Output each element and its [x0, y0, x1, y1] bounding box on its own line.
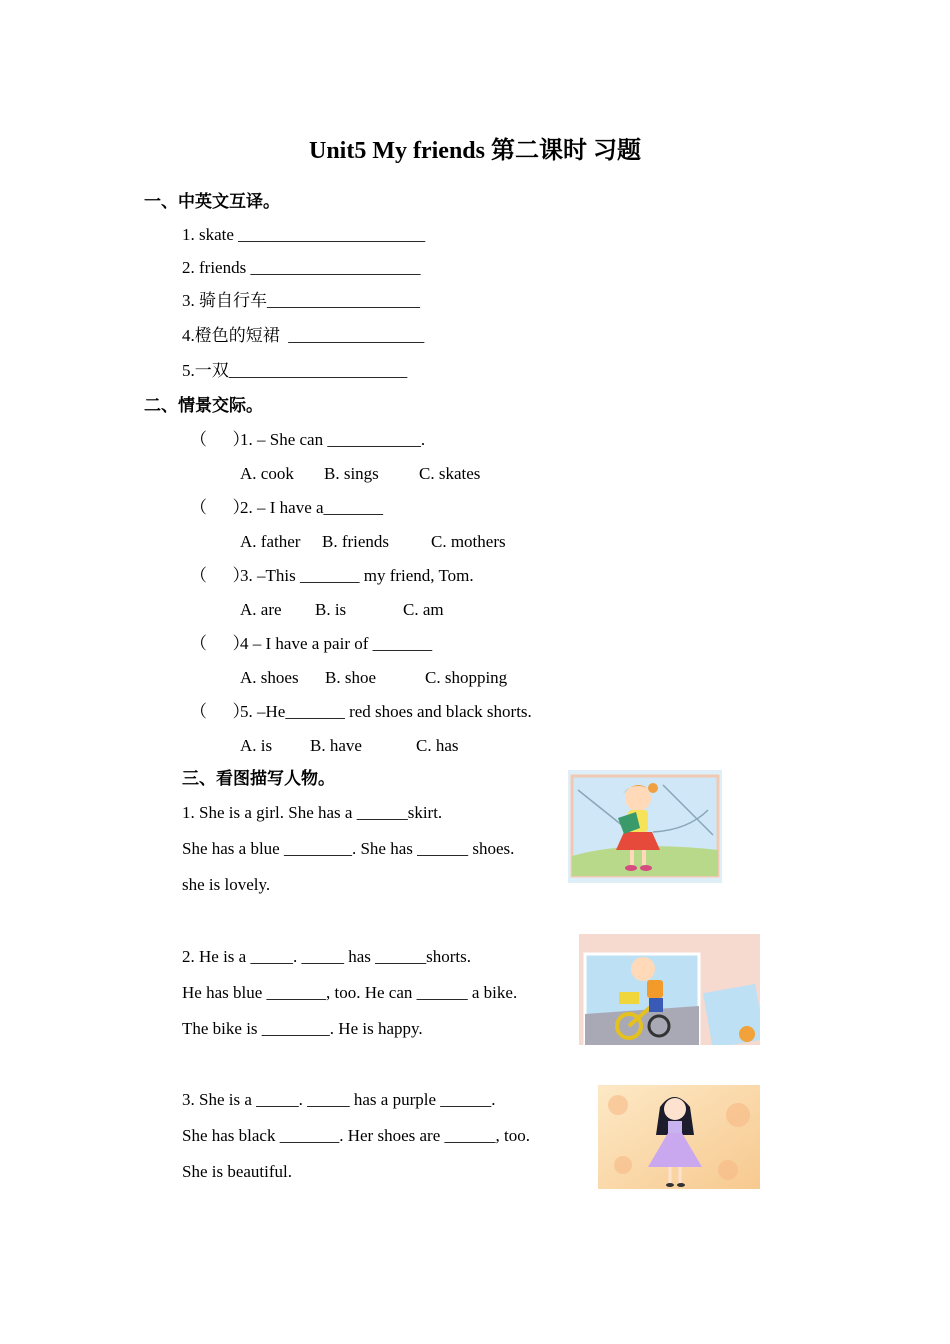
- option-a: A. shoes: [240, 668, 299, 687]
- translation-item: 5.一双_____________________: [182, 361, 408, 380]
- translation-item: 1. skate ______________________: [182, 225, 426, 244]
- translation-item: 4.橙色的短裙 ________________: [182, 326, 425, 345]
- option-c: C. shopping: [425, 668, 508, 687]
- option-c: C. skates: [419, 464, 481, 483]
- option-c: C. mothers: [431, 532, 506, 551]
- answer-bracket: （ ）: [190, 566, 250, 585]
- section3-heading: 三、看图描写人物。: [182, 769, 335, 788]
- answer-bracket: （ ）: [190, 430, 250, 449]
- option-b: B. sings: [324, 464, 379, 483]
- option-b: B. have: [310, 736, 362, 755]
- description-line: She has a blue ________. She has ______ shoes.: [182, 839, 515, 858]
- section2-heading: 二、情景交际。: [144, 396, 263, 415]
- option-a: A. are: [240, 600, 282, 619]
- option-a: A. father: [240, 532, 301, 551]
- page-title: Unit5 My friends 第二课时 习题: [309, 138, 641, 164]
- boy-bike-illustration: [579, 934, 760, 1045]
- answer-bracket: （ ）: [190, 702, 250, 721]
- answer-bracket: （ ）: [190, 634, 250, 653]
- description-line: He has blue _______, too. He can ______ a bike.: [182, 983, 518, 1002]
- answer-bracket: （ ）: [190, 498, 250, 517]
- girl-kite-illustration: [568, 770, 722, 883]
- description-line: The bike is ________. He is happy.: [182, 1019, 423, 1038]
- description-line: 1. She is a girl. She has a ______skirt.: [182, 803, 443, 822]
- translation-item: 2. friends ____________________: [182, 258, 421, 277]
- description-line: 2. He is a _____. _____ has ______shorts.: [182, 947, 471, 966]
- option-a: A. is: [240, 736, 273, 755]
- option-c: C. am: [403, 600, 444, 619]
- option-a: A. cook: [240, 464, 294, 483]
- translation-item: 3. 骑自行车__________________: [182, 291, 420, 310]
- description-line: she is lovely.: [182, 875, 271, 894]
- question-text: 1. – She can ___________.: [240, 430, 426, 449]
- question-text: 3. –This _______ my friend, Tom.: [240, 566, 474, 585]
- option-b: B. is: [315, 600, 347, 619]
- description-line: She has black _______. Her shoes are ______, too.: [182, 1126, 530, 1145]
- girl-dress-illustration: [598, 1085, 760, 1189]
- question-text: 2. – I have a_______: [240, 498, 384, 517]
- description-line: 3. She is a _____. _____ has a purple ______.: [182, 1090, 496, 1109]
- option-b: B. shoe: [325, 668, 376, 687]
- option-c: C. has: [416, 736, 459, 755]
- description-line: She is beautiful.: [182, 1162, 293, 1181]
- option-b: B. friends: [322, 532, 390, 551]
- question-text: 4 – I have a pair of _______: [240, 634, 433, 653]
- section1-heading: 一、中英文互译。: [144, 192, 280, 211]
- question-text: 5. –He_______ red shoes and black shorts.: [240, 702, 532, 721]
